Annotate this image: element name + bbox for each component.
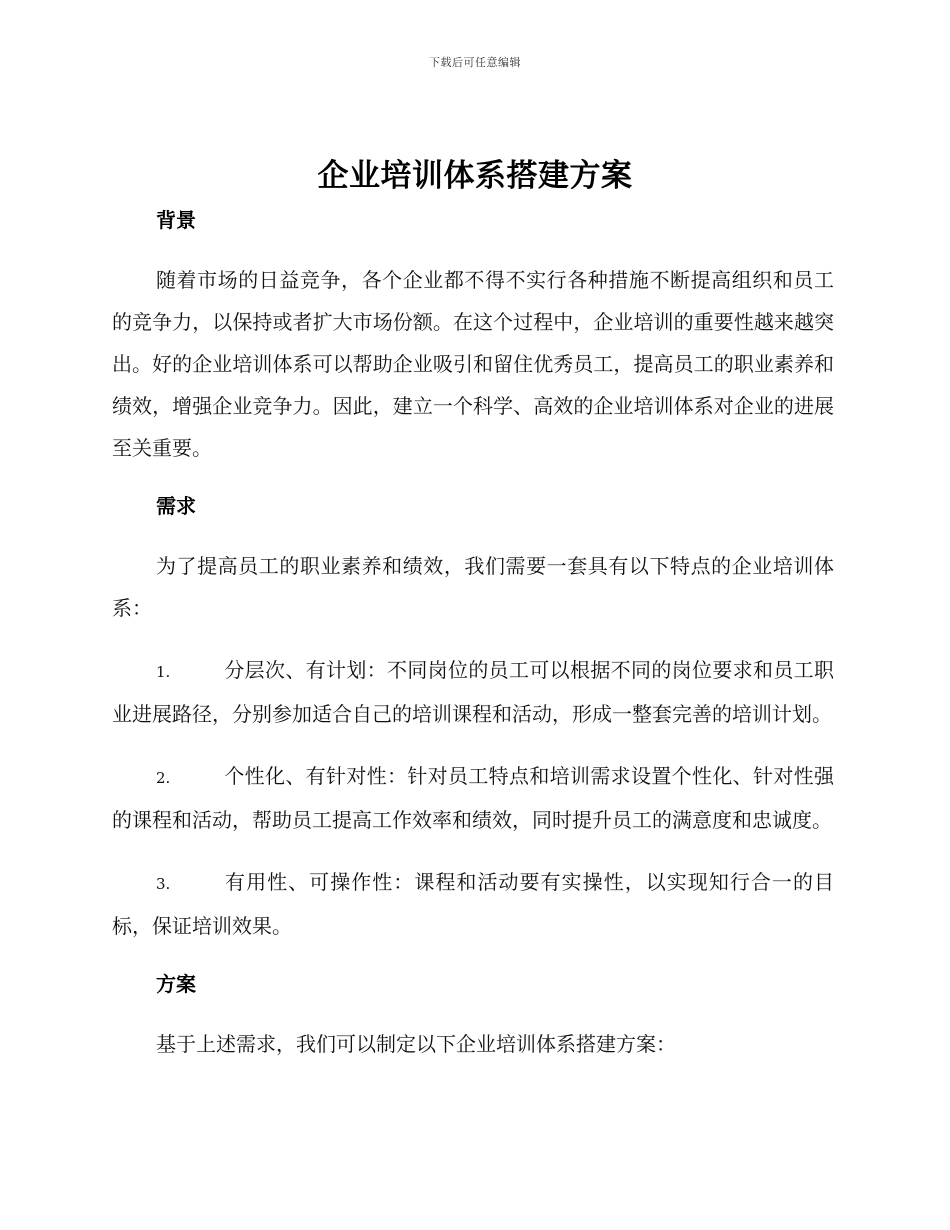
needs-intro-paragraph: 为了提高员工的职业素养和绩效，我们需要一套具有以下特点的企业培训体系：	[112, 554, 834, 620]
section-heading-plan: 方案	[156, 972, 196, 996]
list-number: 2.	[156, 769, 171, 787]
background-paragraph: 随着市场的日益竞争，各个企业都不得不实行各种措施不断提高组织和员工的竞争力，以保持或者扩大市场份额。在这个过程中，企业培训的重要性越来越突出。好的企业培训体系可以帮助企业吸引和留住优秀员工，提高员工的职业素养和绩效，增强企业竞争力。因此，建立一个科学、高效的企业培训体系对企业的进展至关重要。	[112, 268, 834, 460]
list-item	[112, 861, 834, 947]
list-item-text: 分层次、有计划：不同岗位的员工可以根据不同的岗位要求和员工职业进展路径，分别参加适合自己的培训课程和活动，形成一整套完善的培训计划。	[112, 658, 834, 726]
document-title: 企业培训体系搭建方案	[317, 158, 633, 194]
section-heading-background: 背景	[156, 208, 196, 232]
header-note: 下载后可任意编辑	[429, 56, 521, 69]
document-body	[112, 203, 834, 1065]
list-item	[112, 649, 834, 735]
list-item-text: 有用性、可操作性：课程和活动要有实操性，以实现知行合一的目标，保证培训效果。	[112, 870, 834, 938]
list-number: 3.	[156, 875, 171, 893]
list-item	[112, 755, 834, 841]
plan-paragraph: 基于上述需求，我们可以制定以下企业培训体系搭建方案：	[156, 1032, 676, 1056]
list-item-text: 个性化、有针对性：针对员工特点和培训需求设置个性化、针对性强的课程和活动，帮助员工提高工作效率和绩效，同时提升员工的满意度和忠诚度。	[112, 764, 834, 832]
list-number: 1.	[156, 663, 171, 681]
section-heading-needs: 需求	[156, 494, 196, 518]
